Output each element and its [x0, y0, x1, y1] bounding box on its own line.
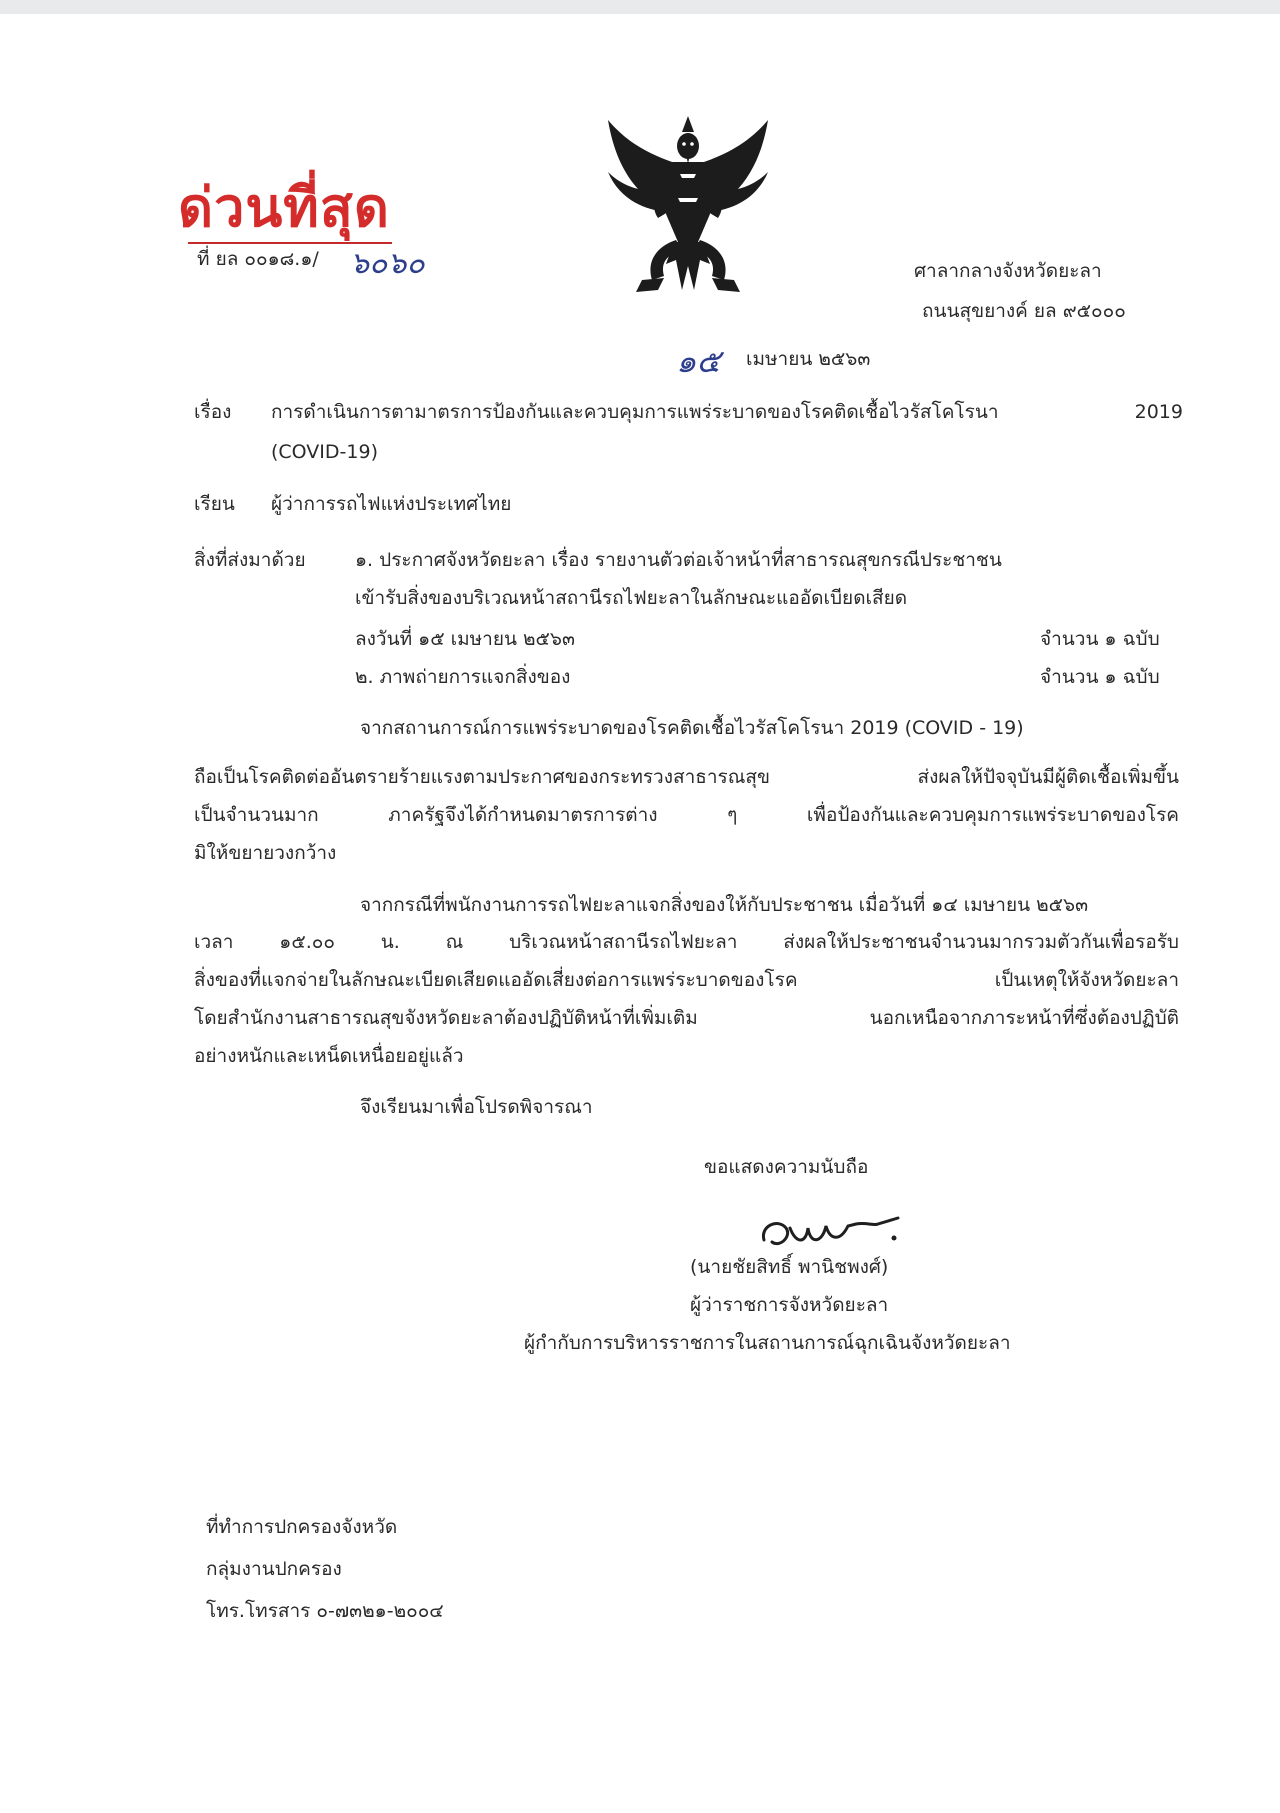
signatory-title: ผู้กำกับการบริหารราชการในสถานการณ์ฉุกเฉินจังหวัดยะลา: [524, 1332, 1011, 1354]
enclosure-quantity: จำนวน ๑ ฉบับ: [1040, 628, 1160, 650]
body-paragraph-line: เป็นจำนวนมาก ภาครัฐจึงได้กำหนดมาตรการต่าง ๆ เพื่อป้องกันและควบคุมการแพร่ระบาดของโรค: [194, 804, 1179, 826]
footer-department: ที่ทำการปกครองจังหวัด: [206, 1516, 398, 1538]
handwritten-signature-icon: [756, 1200, 906, 1260]
enclosure-item-date: ลงวันที่ ๑๕ เมษายน ๒๕๖๓: [355, 628, 575, 650]
document-number: ที่ ยล ๐๐๑๘.๑/: [197, 248, 319, 270]
body-paragraph-line: มิให้ขยายวงกว้าง: [194, 842, 337, 864]
subject-label: เรื่อง: [194, 401, 232, 423]
enclosure-quantity: จำนวน ๑ ฉบับ: [1040, 666, 1160, 688]
enclosure-item: ๒. ภาพถ่ายการแจกสิ่งของ: [355, 666, 571, 688]
recipient-value: ผู้ว่าการรถไฟแห่งประเทศไทย: [271, 493, 512, 515]
body-paragraph-line: โดยสำนักงานสาธารณสุขจังหวัดยะลาต้องปฏิบัติหน้าที่เพิ่มเติม นอกเหนือจากภาระหน้าที่ซึ่งต้องปฏิบัติ: [194, 1007, 1179, 1029]
office-name: ศาลากลางจังหวัดยะลา: [914, 260, 1102, 282]
official-letter-page: [0, 14, 1280, 1813]
office-address: ถนนสุขยางค์ ยล ๙๕๐๐๐: [922, 300, 1126, 322]
date-day-handwritten: ๑๕: [676, 342, 721, 380]
recipient-label: เรียน: [194, 493, 235, 515]
body-paragraph-line: จากสถานการณ์การแพร่ระบาดของโรคติดเชื้อไวรัสโคโรนา 2019 (COVID - 19): [360, 717, 1024, 739]
body-paragraph-line: สิ่งของที่แจกจ่ายในลักษณะเบียดเสียดแออัดเสี่ยงต่อการแพร่ระบาดของโรค เป็นเหตุให้จังหวัดยะลา: [194, 969, 1179, 991]
body-paragraph-line: จากกรณีที่พนักงานการรถไฟยะลาแจกสิ่งของให้กับประชาชน เมื่อวันที่ ๑๔ เมษายน ๒๕๖๓: [360, 894, 1089, 916]
subject-line-continued: (COVID-19): [271, 441, 378, 463]
top-margin-band: [0, 0, 1280, 14]
body-closing-request: จึงเรียนมาเพื่อโปรดพิจารณา: [360, 1096, 593, 1118]
date-month-year: เมษายน ๒๕๖๓: [746, 348, 871, 370]
garuda-emblem-icon: [598, 114, 778, 304]
signatory-name: (นายชัยสิทธิ์ พานิชพงศ์): [690, 1256, 889, 1278]
enclosure-item: ๑. ประกาศจังหวัดยะลา เรื่อง รายงานตัวต่อเจ้าหน้าที่สาธารณสุขกรณีประชาชน: [355, 549, 1002, 571]
urgency-stamp: ด่วนที่สุด: [178, 175, 390, 239]
enclosures-label: สิ่งที่ส่งมาด้วย: [194, 549, 306, 571]
footer-phone: โทร.โทรสาร ๐-๗๓๒๑-๒๐๐๔: [206, 1600, 444, 1622]
enclosure-item-continued: เข้ารับสิ่งของบริเวณหน้าสถานีรถไฟยะลาในลักษณะแออัดเบียดเสียด: [355, 587, 908, 609]
body-paragraph-line: ถือเป็นโรคติดต่ออันตรายร้ายแรงตามประกาศของกระทรวงสาธารณสุข ส่งผลให้ปัจจุบันมีผู้ติดเชื้อเพิ่มขึ้น: [194, 766, 1179, 788]
subject-line: การดำเนินการตามาตรการป้องกันและควบคุมการแพร่ระบาดของโรคติดเชื้อไวรัสโคโรนา 2019: [271, 401, 1183, 423]
footer-division: กลุ่มงานปกครอง: [206, 1558, 342, 1580]
body-paragraph-line: เวลา ๑๕.๐๐ น. ณ บริเวณหน้าสถานีรถไฟยะลา ส่งผลให้ประชาชนจำนวนมากรวมตัวกันเพื่อรอรับ: [194, 931, 1179, 953]
document-number-handwritten: ๖๐๖๐: [350, 246, 425, 281]
body-paragraph-line: อย่างหนักและเหน็ดเหนื่อยอยู่แล้ว: [194, 1045, 464, 1067]
closing-salutation: ขอแสดงความนับถือ: [704, 1156, 869, 1178]
signatory-title: ผู้ว่าราชการจังหวัดยะลา: [690, 1294, 889, 1316]
